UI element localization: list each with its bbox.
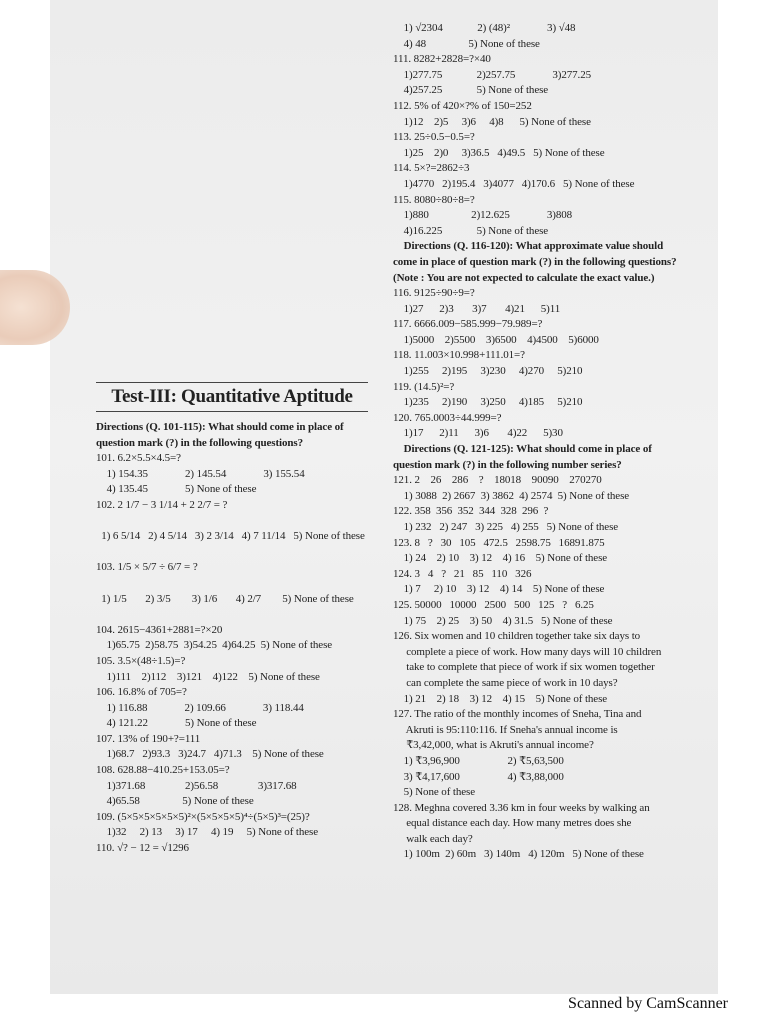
text-line: 127. The ratio of the monthly incomes of Sneha, Tina and <box>393 708 642 721</box>
text-line: 1)25 2)0 3)36.5 4)49.5 5) None of these <box>393 146 605 159</box>
text-line <box>96 514 378 530</box>
text-line: 122. 358 356 352 344 328 296 ? <box>393 505 549 518</box>
text-line: 104. 2615−4361+2881=?×20 <box>96 623 223 636</box>
text-line: 101. 6.2×5.5×4.5=? <box>96 452 181 465</box>
text-line: 106. 16.8% of 705=? <box>96 686 187 699</box>
text-line: 113. 25÷0.5−0.5=? <box>393 131 475 144</box>
text-line: 1) 232 2) 247 3) 225 4) 255 5) None of these <box>393 521 619 533</box>
text-line: 1)27 2)3 3)7 4)21 5)11 <box>393 302 561 315</box>
text-line: 1) 3088 2) 2667 3) 3862 4) 2574 5) None of these <box>393 489 630 502</box>
text-line: Directions (Q. 121-125): What should come in place of <box>393 443 652 456</box>
text-line: 1) 154.35 2) 145.54 3) 155.54 <box>96 467 305 480</box>
text-line: 1)68.7 2)93.3 3)24.7 4)71.3 5) None of these <box>96 748 324 761</box>
text-line: 1)65.75 2)58.75 3)54.25 4)64.25 5) None of these <box>96 639 333 652</box>
text-line: 1)277.75 2)257.75 3)277.25 <box>393 68 591 81</box>
text-line: 3) ₹4,17,600 4) ₹3,88,000 <box>393 770 564 783</box>
text-line: 4) 48 5) None of these <box>393 37 540 50</box>
text-line <box>96 545 378 561</box>
text-line: 114. 5×?=2862÷3 <box>393 162 470 175</box>
text-line: 116. 9125÷90÷9=? <box>393 287 475 300</box>
right-column <box>393 21 698 863</box>
text-line: 124. 3 4 ? 21 85 110 326 <box>393 567 532 580</box>
text-line: 1) √2304 2) (48)² 3) √48 <box>393 22 576 34</box>
text-line: 118. 11.003×10.998+111.01=? <box>393 349 525 362</box>
text-line: 126. Six women and 10 children together take six days to <box>393 630 641 643</box>
text-line: 1) 1/5 2) 3/5 3) 1/6 4) 2/7 5) None of these <box>96 592 354 605</box>
text-line: complete a piece of work. How many days will 10 children <box>393 645 662 658</box>
text-line: (Note : You are not expected to calculate the exact value.) <box>393 271 655 284</box>
text-line: 105. 3.5×(48÷1.5)=? <box>96 654 186 667</box>
section-title: Test-III: Quantitative Aptitude <box>96 382 368 412</box>
text-line: 128. Meghna covered 3.36 km in four weeks by walking an <box>393 801 650 814</box>
text-line: question mark (?) in the following number series? <box>393 458 622 471</box>
text-line: ₹3,42,000, what is Akruti's annual income? <box>393 739 594 752</box>
text-line: 4)65.58 5) None of these <box>96 795 254 808</box>
text-line: 1) 6 5/14 2) 4 5/14 3) 2 3/14 4) 7 11/14 5) None of these <box>96 530 365 543</box>
text-line: Akruti is 95:110:116. If Sneha's annual income is <box>393 723 618 736</box>
text-line: 4)16.225 5) None of these <box>393 224 549 237</box>
text-line: 1) 7 2) 10 3) 12 4) 14 5) None of these <box>393 583 605 596</box>
text-line: 117. 6666.009−585.999−79.989=? <box>393 318 543 331</box>
text-line: question mark (?) in the following questions? <box>96 436 303 449</box>
text-line: Directions (Q. 116-120): What approximate value should <box>393 240 664 253</box>
text-line: 110. √? − 12 = √1296 <box>96 842 189 855</box>
text-line: 4) 121.22 5) None of these <box>96 717 257 730</box>
text-line: 112. 5% of 420×?% of 150=252 <box>393 99 532 112</box>
text-line: 1) 100m 2) 60m 3) 140m 4) 120m 5) None of these <box>393 848 644 861</box>
text-line: 1) 116.88 2) 109.66 3) 118.44 <box>96 701 304 714</box>
text-line: 1)5000 2)5500 3)6500 4)4500 5)6000 <box>393 333 599 346</box>
text-line: 123. 8 ? 30 105 472.5 2598.75 16891.875 <box>393 536 605 549</box>
text-line: 4)257.25 5) None of these <box>393 84 549 97</box>
text-line <box>96 607 378 623</box>
text-line: equal distance each day. How many metres does she <box>393 817 632 830</box>
text-line: come in place of question mark (?) in the following questions? <box>393 255 677 268</box>
text-line: 1)235 2)190 3)250 4)185 5)210 <box>393 396 583 409</box>
text-line: 103. 1/5 × 5/7 ÷ 6/7 = ? <box>96 561 198 574</box>
text-line: Directions (Q. 101-115): What should come in place of <box>96 421 344 433</box>
text-line: 1) 75 2) 25 3) 50 4) 31.5 5) None of these <box>393 614 613 627</box>
text-line: 1)255 2)195 3)230 4)270 5)210 <box>393 365 583 378</box>
text-line: walk each day? <box>393 832 473 845</box>
text-line: take to complete that piece of work if six women together <box>393 661 655 674</box>
text-line: 109. (5×5×5×5×5×5)²×(5×5×5×5)⁴÷(5×5)³=(25)? <box>96 810 310 823</box>
text-line: 115. 8080÷80÷8=? <box>393 193 475 206</box>
text-line: 1)4770 2)195.4 3)4077 4)170.6 5) None of these <box>393 177 635 190</box>
text-line: 1) 21 2) 18 3) 12 4) 15 5) None of these <box>393 692 608 705</box>
text-line: 102. 2 1/7 − 3 1/14 + 2 2/7 = ? <box>96 498 228 511</box>
text-line: 125. 50000 10000 2500 500 125 ? 6.25 <box>393 598 594 611</box>
text-line: 1)371.68 2)56.58 3)317.68 <box>96 779 297 792</box>
text-line <box>96 576 378 592</box>
text-line: 1) 24 2) 10 3) 12 4) 16 5) None of these <box>393 552 608 565</box>
text-line: 120. 765.0003÷44.999=? <box>393 411 502 424</box>
text-line: 111. 8282+2828=?×40 <box>393 53 491 66</box>
text-line: 1) ₹3,96,900 2) ₹5,63,500 <box>393 754 564 767</box>
text-line: 1)111 2)112 3)121 4)122 5) None of these <box>96 670 320 683</box>
text-line: 108. 628.88−410.25+153.05=? <box>96 764 230 777</box>
text-line: can complete the same piece of work in 10 days? <box>393 676 618 689</box>
text-line: 1)12 2)5 3)6 4)8 5) None of these <box>393 115 591 128</box>
text-line: 107. 13% of 190+?=111 <box>96 732 201 745</box>
text-line: 5) None of these <box>393 786 476 799</box>
text-line: 1)32 2) 13 3) 17 4) 19 5) None of these <box>96 826 319 839</box>
text-line: 1)17 2)11 3)6 4)22 5)30 <box>393 427 563 440</box>
text-line: 1)880 2)12.625 3)808 <box>393 209 573 222</box>
scanner-watermark: Scanned by CamScanner <box>568 995 728 1012</box>
left-column <box>96 420 378 857</box>
text-line: 4) 135.45 5) None of these <box>96 483 257 496</box>
text-line: 121. 2 26 286 ? 18018 90090 270270 <box>393 474 602 487</box>
text-line: 119. (14.5)²=? <box>393 380 455 393</box>
